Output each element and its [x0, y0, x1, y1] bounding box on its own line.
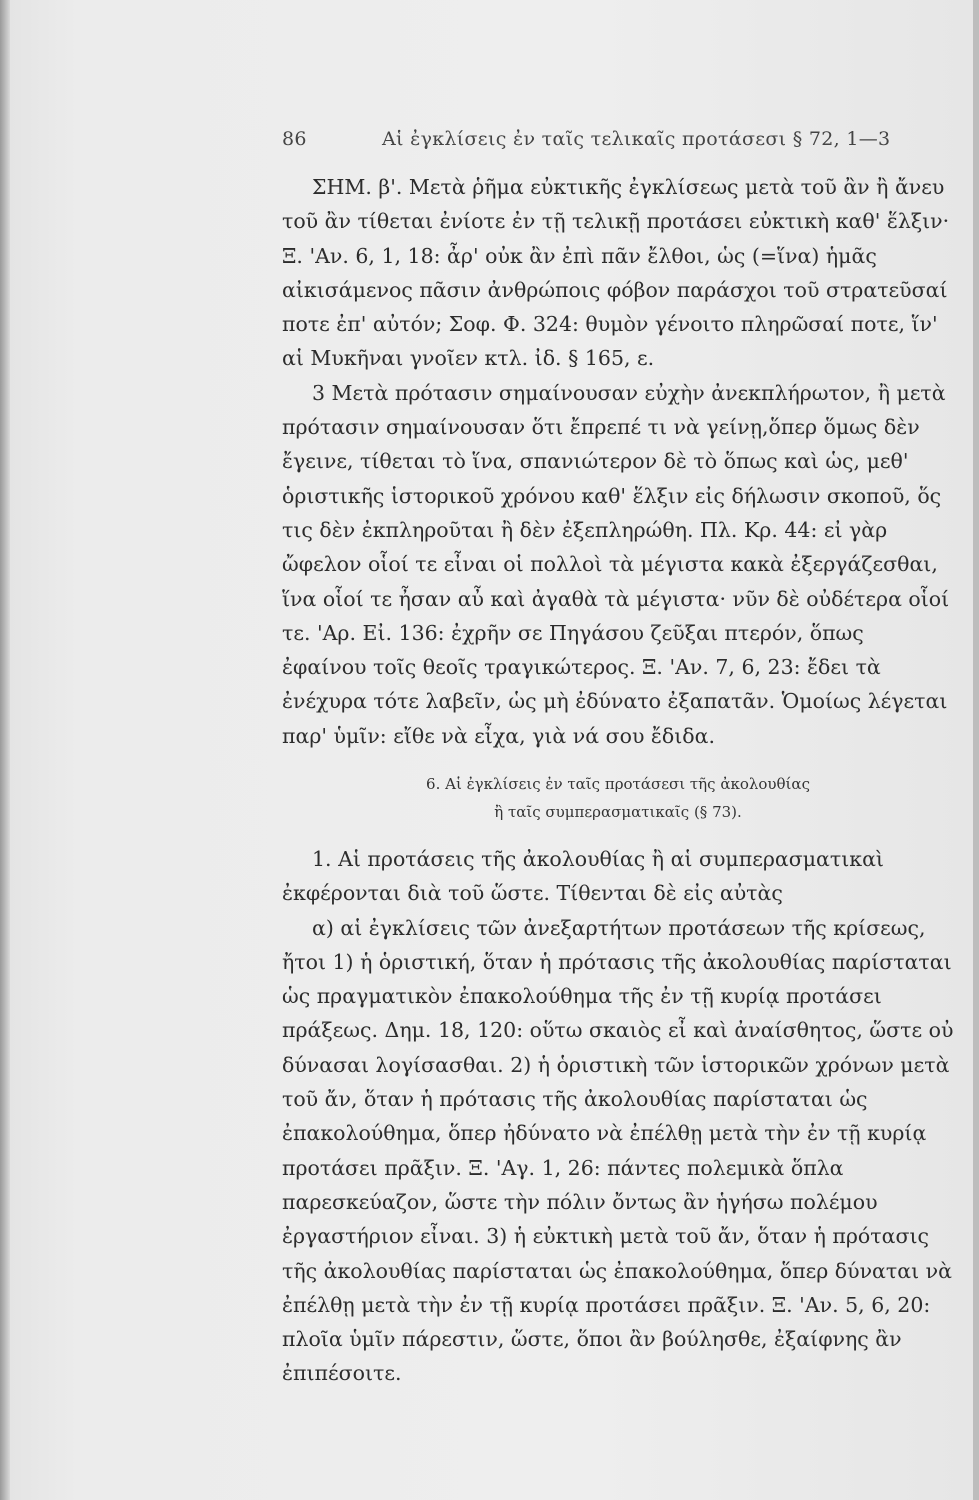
section-heading-line-2: ἢ ταῖς συμπερασματικαῖς (§ 73). — [494, 803, 742, 821]
running-title: Αἱ ἐγκλίσεις ἐν ταῖς τελικαῖς προτάσεσι § 72, 1—3 — [382, 128, 891, 150]
paragraph-3: 3 Μετὰ πρότασιν σημαίνουσαν εὐχὴν ἀνεκπλήρωτον, ἢ μετὰ πρότασιν σημαίνουσαν ὅτι ἔπρεπέ τι νὰ γείνῃ,ὅπερ ὅμως δὲν ἔγεινε, τίθεται τὸ ἵνα, σπανιώτερον δὲ τὸ ὅπως καὶ ὡς, μεθ' ὁριστικῆς ἱστορικοῦ χρόνου καθ' ἕλξιν εἰς δήλωσιν σκοποῦ, ὅς τις δὲν ἐκπληροῦται ἢ δὲν ἐξεπληρώθη. Πλ. Κρ. 44: εἰ γὰρ ὤφελον οἷοί τε εἶναι οἱ πολλοὶ τὰ μέγιστα κακὰ ἐξεργάζεσθαι, ἵνα οἷοί τε ἦσαν αὖ καὶ ἀγαθὰ τὰ μέγιστα· νῦν δὲ οὐδέτερα οἷοί τε. 'Αρ. Εἰ. 136: ἐχρῆν σε Πηγάσου ζεῦξαι πτερόν, ὅπως ἐφαίνου τοῖς θεοῖς τραγικώτερος. Ξ. 'Αν. 7, 6, 23: ἔδει τὰ ἐνέχυρα τότε λαβεῖν, ὡς μὴ ἐδύνατο ἐξαπατᾶν. Ὁμοίως λέγεται παρ' ὑμῖν: εἴθε νὰ εἶχα, γιὰ νά σου ἔδιδα. — [282, 380, 950, 748]
text-block-top — [282, 170, 954, 753]
paragraph-1: 1. Αἱ προτάσεις τῆς ἀκολουθίας ἢ αἱ συμπερασματικαὶ ἐκφέρονται διὰ τοῦ ὥστε. Τίθενται δὲ εἰς αὐτὰς — [282, 847, 884, 906]
running-header — [282, 128, 952, 160]
section-heading-line-1: 6. Αἱ ἐγκλίσεις ἐν ταῖς προτάσεσι τῆς ἀκολουθίας — [426, 775, 810, 793]
page-binding-shadow — [0, 0, 10, 1500]
page-number: 86 — [282, 128, 307, 150]
text-block-bottom — [282, 842, 954, 1391]
page-edge — [973, 0, 979, 1500]
paragraph-alpha: α) αἱ ἐγκλίσεις τῶν ἀνεξαρτήτων προτάσεων τῆς κρίσεως, ἤτοι 1) ἡ ὁριστική, ὅταν ἡ πρότασις τῆς ἀκολουθίας παρίσταται ὡς πραγματικὸν ἐπακολούθημα τῆς ἐν τῇ κυρίᾳ προτάσει πράξεως. Δημ. 18, 120: οὕτω σκαιὸς εἶ καὶ ἀναίσθητος, ὥστε οὐ δύνασαι λογίσασθαι. 2) ἡ ὁριστικὴ τῶν ἱστορικῶν χρόνων μετὰ τοῦ ἄν, ὅταν ἡ πρότασις τῆς ἀκολουθίας παρίσταται ὡς ἐπακολούθημα, ὅπερ ἠδύνατο νὰ ἐπέλθῃ μετὰ τὴν ἐν τῇ κυρίᾳ προτάσει πρᾶξιν. Ξ. 'Αγ. 1, 26: πάντες πολεμικὰ ὅπλα παρεσκεύαζον, ὥστε τὴν πόλιν ὄντως ἂν ἡγήσω πολέμου ἐργαστήριον εἶναι. 3) ἡ εὐκτικὴ μετὰ τοῦ ἄν, ὅταν ἡ πρότασις τῆς ἀκολουθίας παρίσταται ὡς ἐπακολούθημα, ὅπερ δύναται νὰ ἐπέλθῃ μετὰ τὴν ἐν τῇ κυρίᾳ προτάσει πρᾶξιν. Ξ. 'Αν. 5, 6, 20: πλοῖα ὑμῖν πάρεστιν, ὥστε, ὅποι ἂν βούλησθε, ἐξαίφνης ἂν ἐπιπέσοιτε. — [282, 915, 954, 1386]
section-heading — [282, 770, 954, 826]
paragraph-note-beta: ΣΗΜ. β'. Μετὰ ῥῆμα εὐκτικῆς ἐγκλίσεως μετὰ τοῦ ἂν ἢ ἄνευ τοῦ ἂν τίθεται ἐνίοτε ἐν τῇ τελικῇ προτάσει εὐκτικὴ καθ' ἕλξιν· Ξ. 'Αν. 6, 1, 18: ἆρ' οὐκ ἂν ἐπὶ πᾶν ἔλθοι, ὡς (=ἵνα) ἡμᾶς αἰκισάμενος πᾶσιν ἀνθρώποις φόβον παράσχοι τοῦ στρατεῦσαί ποτε ἐπ' αὐτόν; Σοφ. Φ. 324: θυμὸν γένοιτο πληρῶσαί ποτε, ἵν' αἱ Μυκῆναι γνοῖεν κτλ. ἰδ. § 165, ε. — [282, 175, 950, 371]
